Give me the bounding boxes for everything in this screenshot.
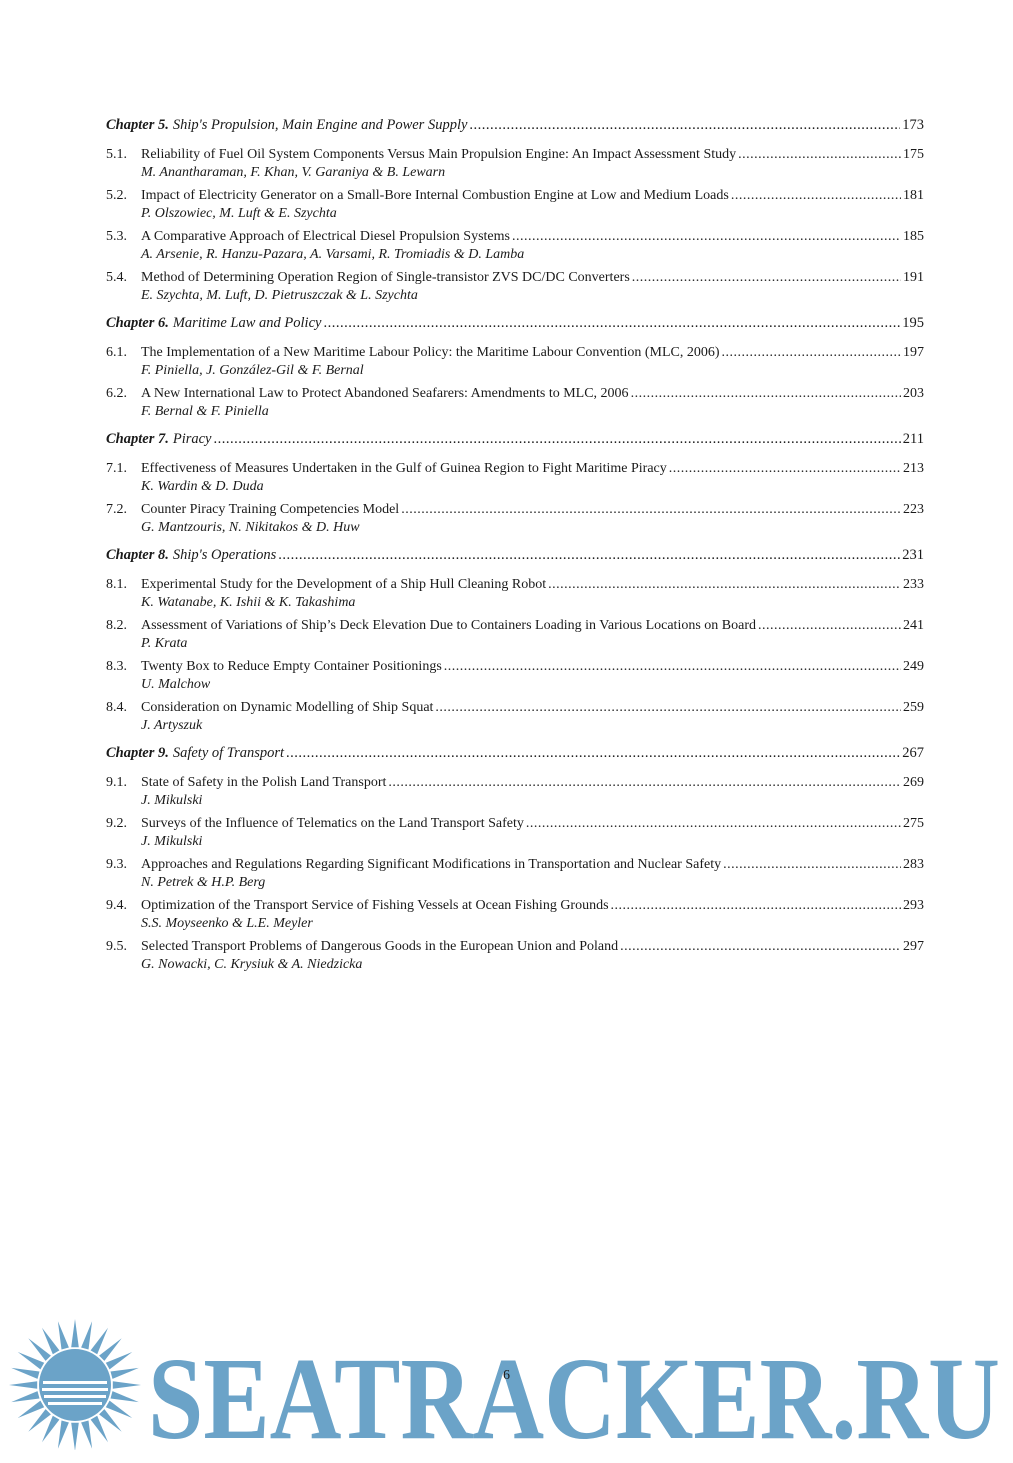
entry-title: The Implementation of a New Maritime Labour Policy: the Maritime Labour Convention (MLC, 2006) bbox=[141, 345, 720, 360]
entry-authors: K. Wardin & D. Duda bbox=[141, 479, 264, 494]
toc-entry[interactable] bbox=[106, 898, 924, 934]
dot-leader bbox=[526, 816, 901, 832]
entry-number: 9.5. bbox=[106, 939, 127, 954]
entry-line bbox=[106, 270, 924, 288]
sun-ray bbox=[106, 1352, 132, 1369]
sun-ray bbox=[81, 1421, 92, 1449]
entry-title: Method of Determining Operation Region of Single-transistor ZVS DC/DC Converters bbox=[141, 270, 630, 285]
sun-ray bbox=[81, 1321, 92, 1349]
dot-leader bbox=[388, 775, 901, 791]
sun-ray bbox=[91, 1328, 108, 1354]
entry-title: Selected Transport Problems of Dangerous Goods in the European Union and Poland bbox=[141, 939, 619, 954]
entry-authors: G. Mantzouris, N. Nikitakos & D. Huw bbox=[141, 520, 360, 535]
chapter-title: Maritime Law and Policy bbox=[172, 315, 322, 331]
entry-number: 5.3. bbox=[106, 229, 127, 244]
entry-line bbox=[106, 857, 924, 875]
toc-entry[interactable] bbox=[106, 618, 924, 654]
entry-number: 5.4. bbox=[106, 270, 127, 285]
entry-authors: K. Watanabe, K. Ishii & K. Takashima bbox=[141, 595, 356, 610]
entry-page: 197 bbox=[903, 345, 924, 360]
sun-ray bbox=[28, 1338, 51, 1361]
sun-ray bbox=[11, 1391, 39, 1402]
entry-page: 181 bbox=[903, 188, 924, 203]
entry-line bbox=[106, 939, 924, 957]
entry-page: 203 bbox=[903, 386, 924, 401]
dot-leader bbox=[738, 147, 901, 163]
chapter-title: Safety of Transport bbox=[172, 745, 285, 761]
chapter-label: Chapter 9. bbox=[106, 745, 169, 761]
chapter-page: 195 bbox=[902, 315, 924, 331]
dot-leader bbox=[631, 386, 901, 402]
toc-entry[interactable] bbox=[106, 502, 924, 538]
dot-leader bbox=[731, 188, 901, 204]
entry-line bbox=[106, 775, 924, 793]
entry-number: 9.1. bbox=[106, 775, 127, 790]
entry-page: 175 bbox=[903, 147, 924, 162]
entry-title: A Comparative Approach of Electrical Diesel Propulsion Systems bbox=[141, 229, 510, 244]
chapter-title: Ship's Operations bbox=[172, 547, 277, 563]
toc-entry[interactable] bbox=[106, 188, 924, 224]
sun-ray bbox=[71, 1319, 79, 1347]
entry-authors: F. Bernal & F. Piniella bbox=[141, 404, 269, 419]
toc-entry[interactable] bbox=[106, 386, 924, 422]
entry-title: State of Safety in the Polish Land Transport bbox=[141, 775, 387, 790]
entry-line bbox=[106, 816, 924, 834]
sun-ray bbox=[106, 1401, 132, 1418]
watermark-text: SEATRACKER.RU bbox=[148, 1333, 1000, 1450]
chapter-heading[interactable] bbox=[106, 431, 924, 451]
entry-page: 293 bbox=[903, 898, 924, 913]
chapter-section bbox=[106, 745, 924, 975]
entry-number: 5.1. bbox=[106, 147, 127, 162]
entry-number: 9.3. bbox=[106, 857, 127, 872]
entry-page: 213 bbox=[903, 461, 924, 476]
entry-page: 275 bbox=[903, 816, 924, 831]
toc-entry[interactable] bbox=[106, 775, 924, 811]
entry-number: 5.2. bbox=[106, 188, 127, 203]
entry-authors: M. Anantharaman, F. Khan, V. Garaniya & B. Lewarn bbox=[141, 165, 446, 180]
entry-title: Experimental Study for the Development of a Ship Hull Cleaning Robot bbox=[141, 577, 547, 592]
sun-ray bbox=[99, 1338, 122, 1361]
chapter-page: 267 bbox=[902, 745, 924, 761]
sun-ray bbox=[99, 1409, 122, 1432]
table-of-contents bbox=[106, 117, 924, 984]
entry-line bbox=[106, 618, 924, 636]
entry-number: 8.4. bbox=[106, 700, 127, 715]
sun-ray bbox=[58, 1321, 69, 1349]
dot-leader bbox=[323, 315, 900, 332]
dot-leader bbox=[620, 939, 901, 955]
dot-leader bbox=[278, 547, 900, 564]
entry-line bbox=[106, 386, 924, 404]
dot-leader bbox=[758, 618, 901, 634]
sun-ray bbox=[28, 1409, 51, 1432]
entry-authors: J. Artyszuk bbox=[141, 718, 203, 733]
chapter-title: Ship's Propulsion, Main Engine and Power Supply bbox=[172, 117, 468, 133]
toc-entry[interactable] bbox=[106, 577, 924, 613]
toc-entry[interactable] bbox=[106, 700, 924, 736]
toc-entry[interactable] bbox=[106, 659, 924, 695]
chapter-label: Chapter 5. bbox=[106, 117, 169, 133]
entry-authors: S.S. Moyseenko & L.E. Meyler bbox=[141, 916, 313, 931]
chapter-heading[interactable] bbox=[106, 117, 924, 137]
entry-authors: E. Szychta, M. Luft, D. Pietruszczak & L. Szychta bbox=[141, 288, 418, 303]
entry-title: Consideration on Dynamic Modelling of Ship Squat bbox=[141, 700, 434, 715]
entry-number: 7.1. bbox=[106, 461, 127, 476]
entry-page: 223 bbox=[903, 502, 924, 517]
chapter-page: 231 bbox=[902, 547, 924, 563]
sun-ray bbox=[18, 1352, 44, 1369]
chapter-heading[interactable] bbox=[106, 745, 924, 765]
entry-number: 8.2. bbox=[106, 618, 127, 633]
entry-page: 233 bbox=[903, 577, 924, 592]
dot-leader bbox=[435, 700, 901, 716]
entry-authors: J. Mikulski bbox=[141, 834, 203, 849]
entry-page: 259 bbox=[903, 700, 924, 715]
dot-leader bbox=[722, 345, 901, 361]
entry-authors: A. Arsenie, R. Hanzu-Pazara, A. Varsami, R. Tromiadis & D. Lamba bbox=[141, 247, 525, 262]
entry-number: 8.1. bbox=[106, 577, 127, 592]
chapter-title: Piracy bbox=[172, 431, 212, 447]
entry-line bbox=[106, 577, 924, 595]
entry-authors: U. Malchow bbox=[141, 677, 211, 692]
entry-authors: N. Petrek & H.P. Berg bbox=[141, 875, 266, 890]
chapter-label: Chapter 8. bbox=[106, 547, 169, 563]
entry-number: 6.2. bbox=[106, 386, 127, 401]
chapter-label: Chapter 6. bbox=[106, 315, 169, 331]
sun-ray bbox=[42, 1328, 59, 1354]
toc-entry[interactable] bbox=[106, 147, 924, 183]
entry-page: 249 bbox=[903, 659, 924, 674]
sun-ray bbox=[71, 1423, 79, 1450]
dot-leader bbox=[512, 229, 901, 245]
entry-page: 297 bbox=[903, 939, 924, 954]
dot-leader bbox=[669, 461, 901, 477]
entry-number: 9.4. bbox=[106, 898, 127, 913]
entry-title: A New International Law to Protect Abandoned Seafarers: Amendments to MLC, 2006 bbox=[141, 386, 629, 401]
chapter-page: 211 bbox=[902, 431, 924, 447]
toc-entry[interactable] bbox=[106, 939, 924, 975]
entry-line bbox=[106, 461, 924, 479]
entry-line bbox=[106, 502, 924, 520]
entry-number: 6.1. bbox=[106, 345, 127, 360]
chapter-heading[interactable] bbox=[106, 547, 924, 567]
entry-title: Optimization of the Transport Service of Fishing Vessels at Ocean Fishing Grounds bbox=[141, 898, 609, 913]
entry-title: Approaches and Regulations Regarding Significant Modifications in Transportation and Nuclear Safety bbox=[141, 857, 722, 872]
chapter-section bbox=[106, 431, 924, 538]
chapter-section bbox=[106, 117, 924, 306]
dot-leader bbox=[632, 270, 901, 286]
entry-authors: P. Olszowiec, M. Luft & E. Szychta bbox=[141, 206, 337, 221]
sun-logo-icon bbox=[9, 1319, 141, 1450]
entry-authors: J. Mikulski bbox=[141, 793, 203, 808]
entry-line bbox=[106, 188, 924, 206]
sun-ray bbox=[18, 1401, 44, 1418]
entry-page: 191 bbox=[903, 270, 924, 285]
entry-page: 241 bbox=[903, 618, 924, 633]
dot-leader bbox=[723, 857, 901, 873]
entry-authors: G. Nowacki, C. Krysiuk & A. Niedzicka bbox=[141, 957, 363, 972]
entry-title: Effectiveness of Measures Undertaken in the Gulf of Guinea Region to Fight Maritime Piracy bbox=[141, 461, 667, 476]
entry-line bbox=[106, 898, 924, 916]
dot-leader bbox=[548, 577, 901, 593]
entry-page: 283 bbox=[903, 857, 924, 872]
entry-title: Counter Piracy Training Competencies Model bbox=[141, 502, 400, 517]
dot-leader bbox=[444, 659, 901, 675]
chapter-label: Chapter 7. bbox=[106, 431, 169, 447]
entry-line bbox=[106, 229, 924, 247]
entry-line bbox=[106, 147, 924, 165]
dot-leader bbox=[469, 117, 900, 134]
sun-ray bbox=[42, 1416, 59, 1442]
entry-authors: F. Piniella, J. González-Gil & F. Bernal bbox=[141, 363, 364, 378]
entry-title: Assessment of Variations of Ship’s Deck Elevation Due to Containers Loading in Various Locations on Board bbox=[141, 618, 757, 633]
toc-entry[interactable] bbox=[106, 345, 924, 381]
entry-title: Twenty Box to Reduce Empty Container Positionings bbox=[141, 659, 442, 674]
entry-number: 9.2. bbox=[106, 816, 127, 831]
toc-entry[interactable] bbox=[106, 461, 924, 497]
toc-entry[interactable] bbox=[106, 857, 924, 893]
entry-number: 8.3. bbox=[106, 659, 127, 674]
entry-page: 269 bbox=[903, 775, 924, 790]
entry-title: Impact of Electricity Generator on a Small-Bore Internal Combustion Engine at Low and Medium Loads bbox=[141, 188, 729, 203]
entry-authors: P. Krata bbox=[141, 636, 188, 651]
entry-title: Reliability of Fuel Oil System Components Versus Main Propulsion Engine: An Impact Assessment Study bbox=[141, 147, 737, 162]
dot-leader bbox=[286, 745, 900, 762]
toc-entry[interactable] bbox=[106, 270, 924, 306]
entry-number: 7.2. bbox=[106, 502, 127, 517]
sun-ray bbox=[58, 1421, 69, 1449]
dot-leader bbox=[401, 502, 901, 518]
sun-ray bbox=[111, 1391, 139, 1402]
entry-line bbox=[106, 700, 924, 718]
entry-page: 185 bbox=[903, 229, 924, 244]
toc-entry[interactable] bbox=[106, 229, 924, 265]
dot-leader bbox=[214, 431, 901, 448]
chapter-section bbox=[106, 547, 924, 736]
entry-title: Surveys of the Influence of Telematics on the Land Transport Safety bbox=[141, 816, 524, 831]
entry-line bbox=[106, 345, 924, 363]
toc-entry[interactable] bbox=[106, 816, 924, 852]
chapter-section bbox=[106, 315, 924, 422]
chapter-heading[interactable] bbox=[106, 315, 924, 335]
sun-ray bbox=[91, 1416, 108, 1442]
chapter-page: 173 bbox=[902, 117, 924, 133]
page-number: 6 bbox=[503, 1368, 510, 1383]
entry-line bbox=[106, 659, 924, 677]
dot-leader bbox=[611, 898, 901, 914]
